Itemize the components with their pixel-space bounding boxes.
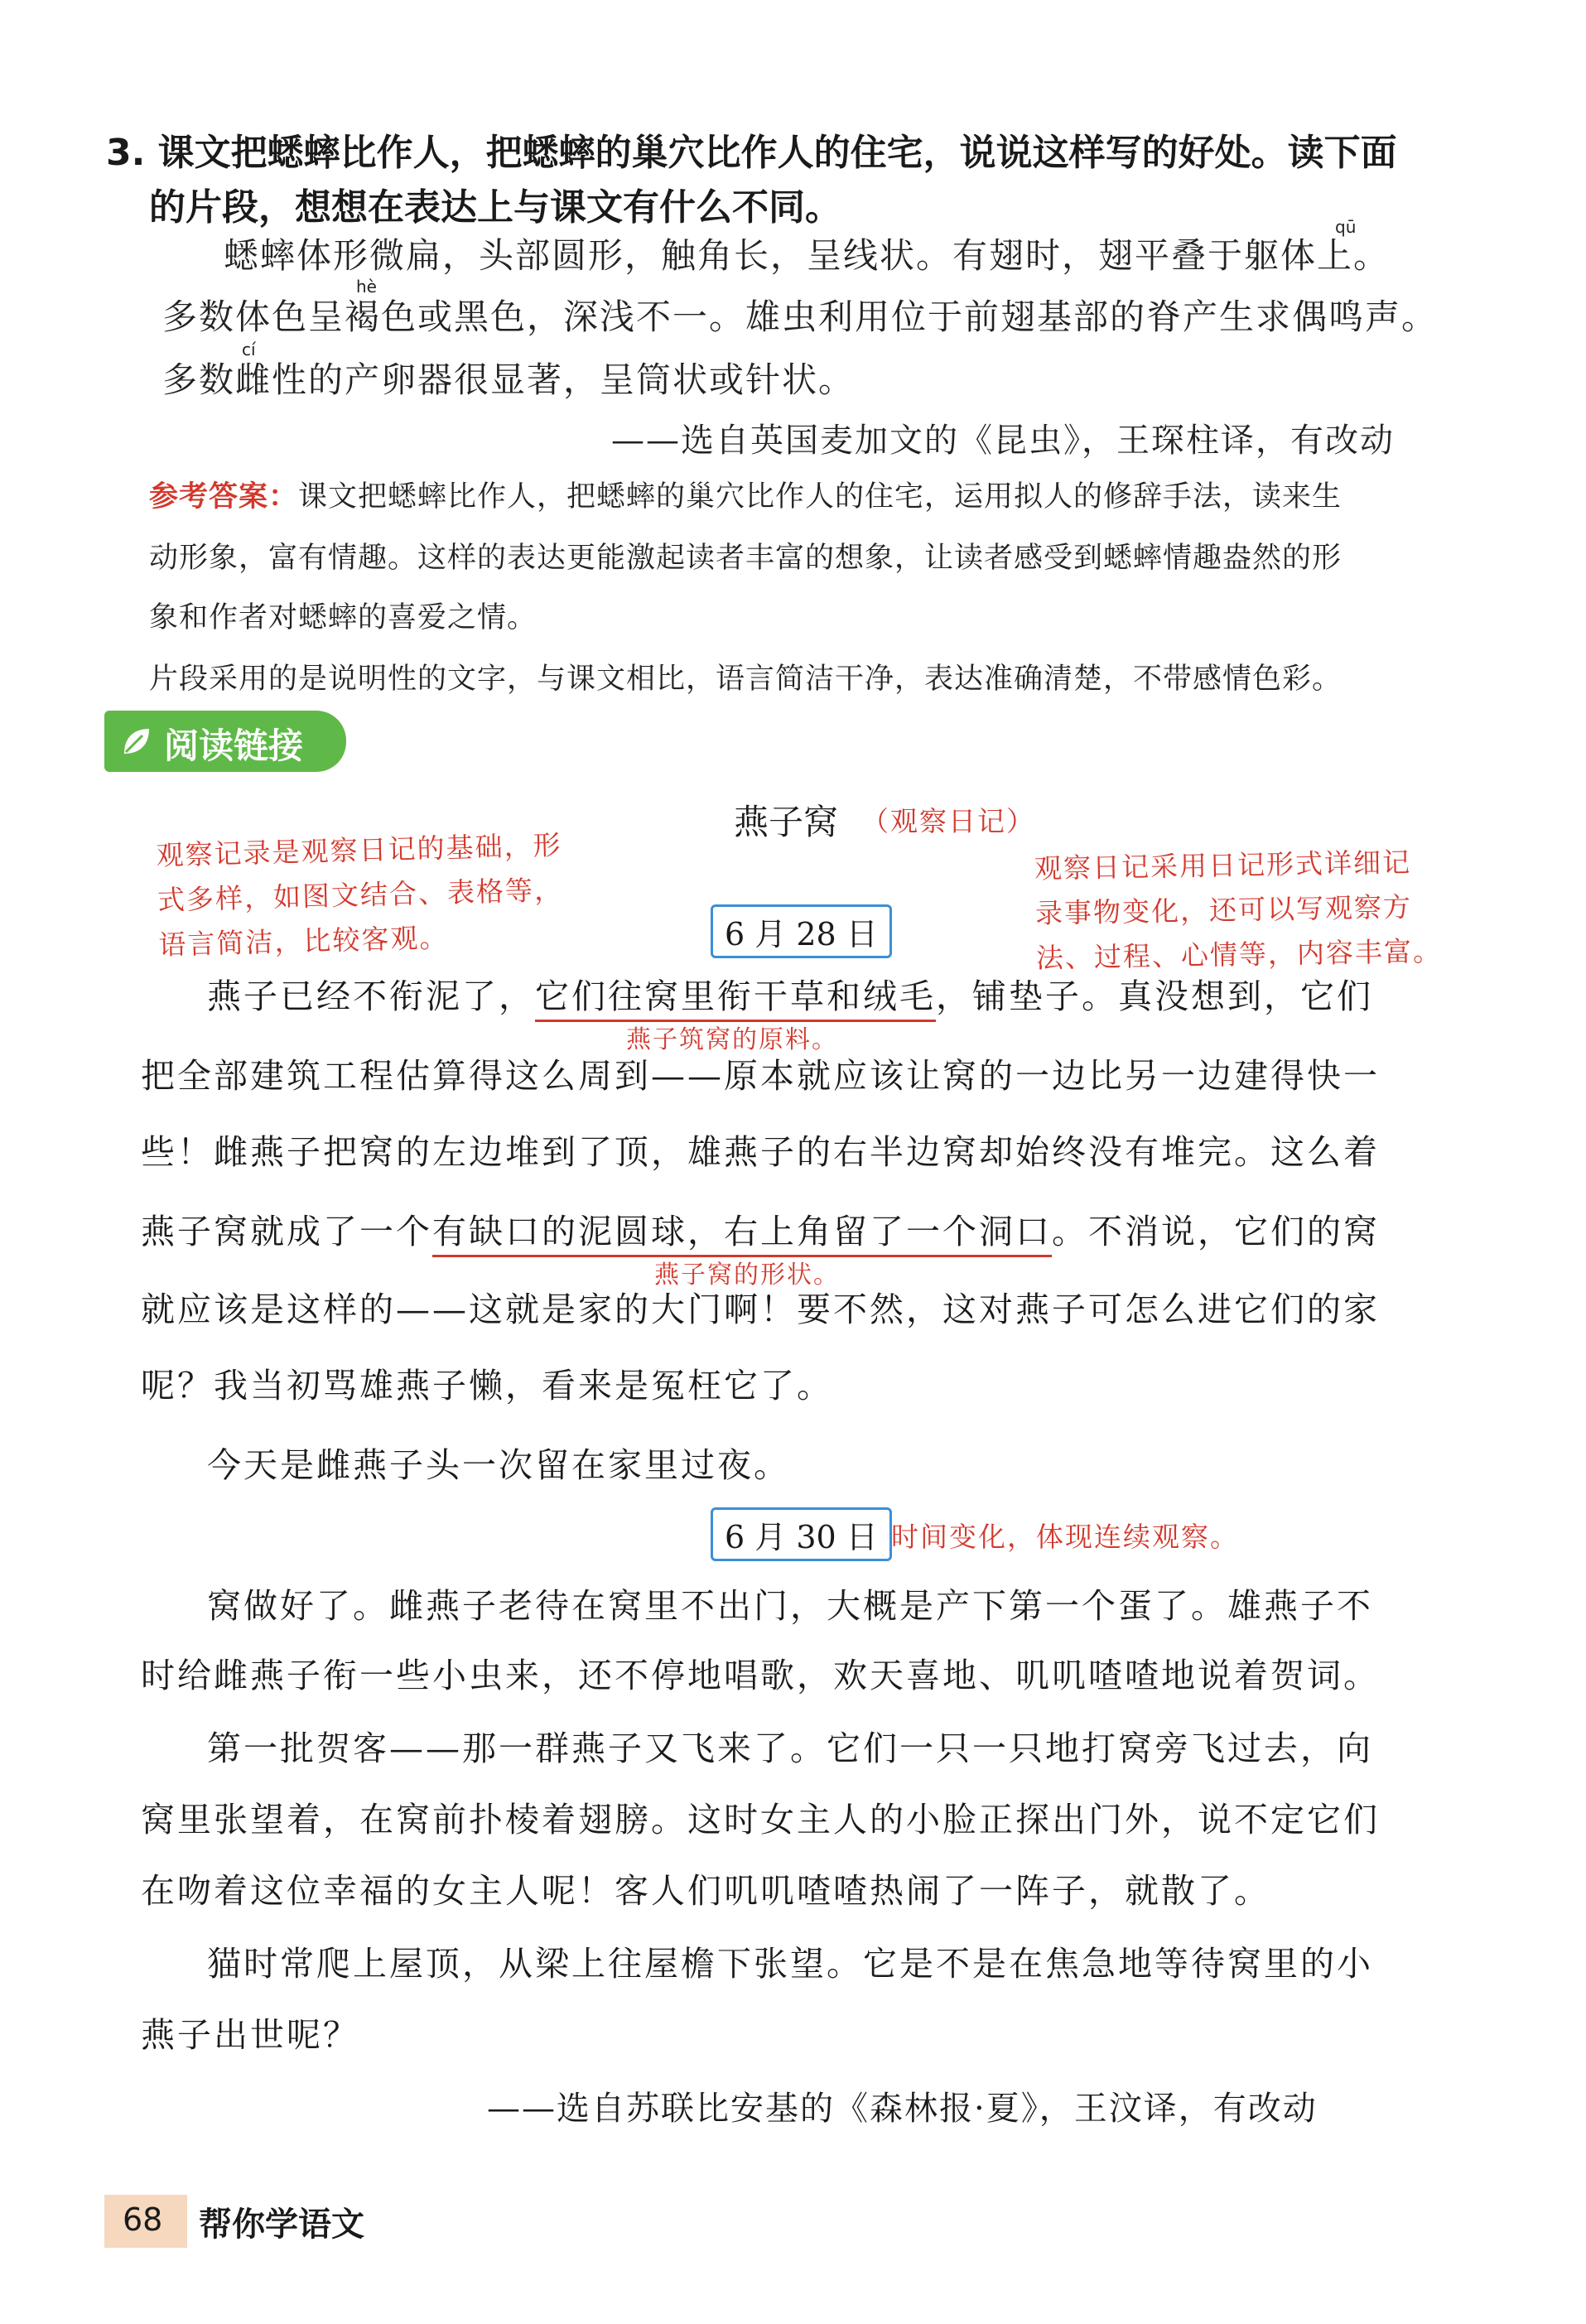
question-line-1: 3. 课文把蟋蟀比作人，把蟋蟀的巢穴比作人的住宅，说说这样写的好处。读下面: [106, 132, 1397, 174]
date-june-28: 6 月 28 日: [711, 904, 892, 958]
book-title: 帮你学语文: [199, 2206, 364, 2244]
answer-line-4: 片段采用的是说明性的文字，与课文相比，语言简洁干净，表达准确清楚，不带感情色彩。: [149, 663, 1343, 696]
story-p2: 今天是雌燕子头一次留在家里过夜。: [207, 1445, 790, 1485]
answer-label: 参考答案：: [149, 480, 299, 513]
reading-link-tab: [104, 711, 346, 772]
passage-line-3: 多数雌性的产卵器很显著，呈筒状或针状。: [162, 359, 856, 400]
pinyin-ci: cí: [242, 340, 256, 359]
pinyin-he: hè: [356, 277, 377, 297]
story-p5-line-1: 猫时常爬上屋顶，从梁上往屋檐下张望。它是不是在焦急地等待窝里的小: [207, 1944, 1373, 1984]
story-p1-line-4: 燕子窝就成了一个有缺口的泥圆球，右上角留了一个洞口。不消说，它们的窝: [141, 1204, 1380, 1253]
story-p1-line-2: 把全部建筑工程估算得这么周到——原本就应该让窝的一边比另一边建得快一: [141, 1056, 1380, 1096]
note-left: 观察记录是观察日记的基础，形 式多样，如图文结合、表格等， 语言简洁，比较客观。: [156, 828, 564, 962]
story-source: ——选自苏联比安基的《森林报·夏》，王汶译，有改动: [487, 2090, 1318, 2128]
note-time: 时间变化，体现连续观察。: [891, 1521, 1239, 1553]
answer-line-3: 象和作者对蟋蟀的喜爱之情。: [149, 601, 538, 634]
story-p3-line-2: 时给雌燕子衔一些小虫来，还不停地唱歌，欢天喜地、叽叽喳喳地说着贺词。: [141, 1656, 1380, 1695]
passage-line-1: 蟋蟀体形微扁，头部圆形，触角长，呈线状。有翅时，翅平叠于躯体上。: [224, 235, 1391, 276]
question-3: [106, 126, 1397, 235]
question-line-2: 的片段，想想在表达上与课文有什么不同。: [149, 186, 841, 229]
passage-line-2: 多数体色呈褐色或黑色，深浅不一。雄虫利用位于前翅基部的脊产生求偶鸣声。: [162, 297, 1439, 337]
story-p3-line-1: 窝做好了。雌燕子老待在窝里不出门，大概是产下第一个蛋了。雄燕子不: [207, 1586, 1373, 1626]
passage-source: ——选自英国麦加文的《昆虫》，王琛柱译，有改动: [611, 422, 1395, 460]
section-label: 阅读链接: [164, 726, 304, 766]
underline-material: 它们往窝里衔干草和绒毛: [535, 976, 936, 1022]
answer-line-2: 动形象，富有情趣。这样的表达更能激起读者丰富的想象，让读者感受到蟋蟀情趣盎然的形: [149, 542, 1343, 575]
note-material: 燕子筑窝的原料。: [626, 1025, 838, 1054]
pinyin-qu: qū: [1335, 217, 1357, 237]
story-p1-line-5: 就应该是这样的——这就是家的大门啊！要不然，这对燕子可怎么进它们的家: [141, 1290, 1380, 1329]
story-p5-line-2: 燕子出世呢？: [141, 2015, 359, 2055]
story-p1-line-1: 燕子已经不衔泥了，它们往窝里衔干草和绒毛，铺垫子。真没想到，它们: [207, 969, 1373, 1018]
story-p1-line-3: 些！雌燕子把窝的左边堆到了顶，雄燕子的右半边窝却始终没有堆完。这么着: [141, 1132, 1380, 1172]
date-june-30: 6 月 30 日: [711, 1507, 892, 1561]
leaf-icon: [121, 726, 152, 757]
story-title: 燕子窝: [734, 802, 839, 842]
question-number: 3.: [106, 132, 146, 174]
story-subtitle: （观察日记）: [861, 805, 1035, 837]
story-p4-line-3: 在吻着这位幸福的女主人呢！客人们叽叽喳喳热闹了一阵子，就散了。: [141, 1871, 1270, 1911]
page-number: 68: [123, 2201, 163, 2238]
note-shape: 燕子窝的形状。: [654, 1261, 840, 1290]
story-p4-line-2: 窝里张望着，在窝前扑棱着翅膀。这时女主人的小脸正探出门外，说不定它们: [141, 1800, 1380, 1839]
story-p4-line-1: 第一批贺客——那一群燕子又飞来了。它们一只一只地打窝旁飞过去，向: [207, 1729, 1373, 1768]
note-right: 观察日记采用日记形式详细记 录事物变化，还可以写观察方 法、过程、心情等，内容丰富。: [1034, 846, 1443, 975]
story-p1-line-6: 呢？我当初骂雄燕子懒，看来是冤枉它了。: [141, 1366, 833, 1405]
answer-line-1: 参考答案：课文把蟋蟀比作人，把蟋蟀的巢穴比作人的住宅，运用拟人的修辞手法，读来生: [149, 480, 1343, 513]
underline-shape: 有缺口的泥圆球，右上角留了一个洞口: [432, 1212, 1052, 1257]
